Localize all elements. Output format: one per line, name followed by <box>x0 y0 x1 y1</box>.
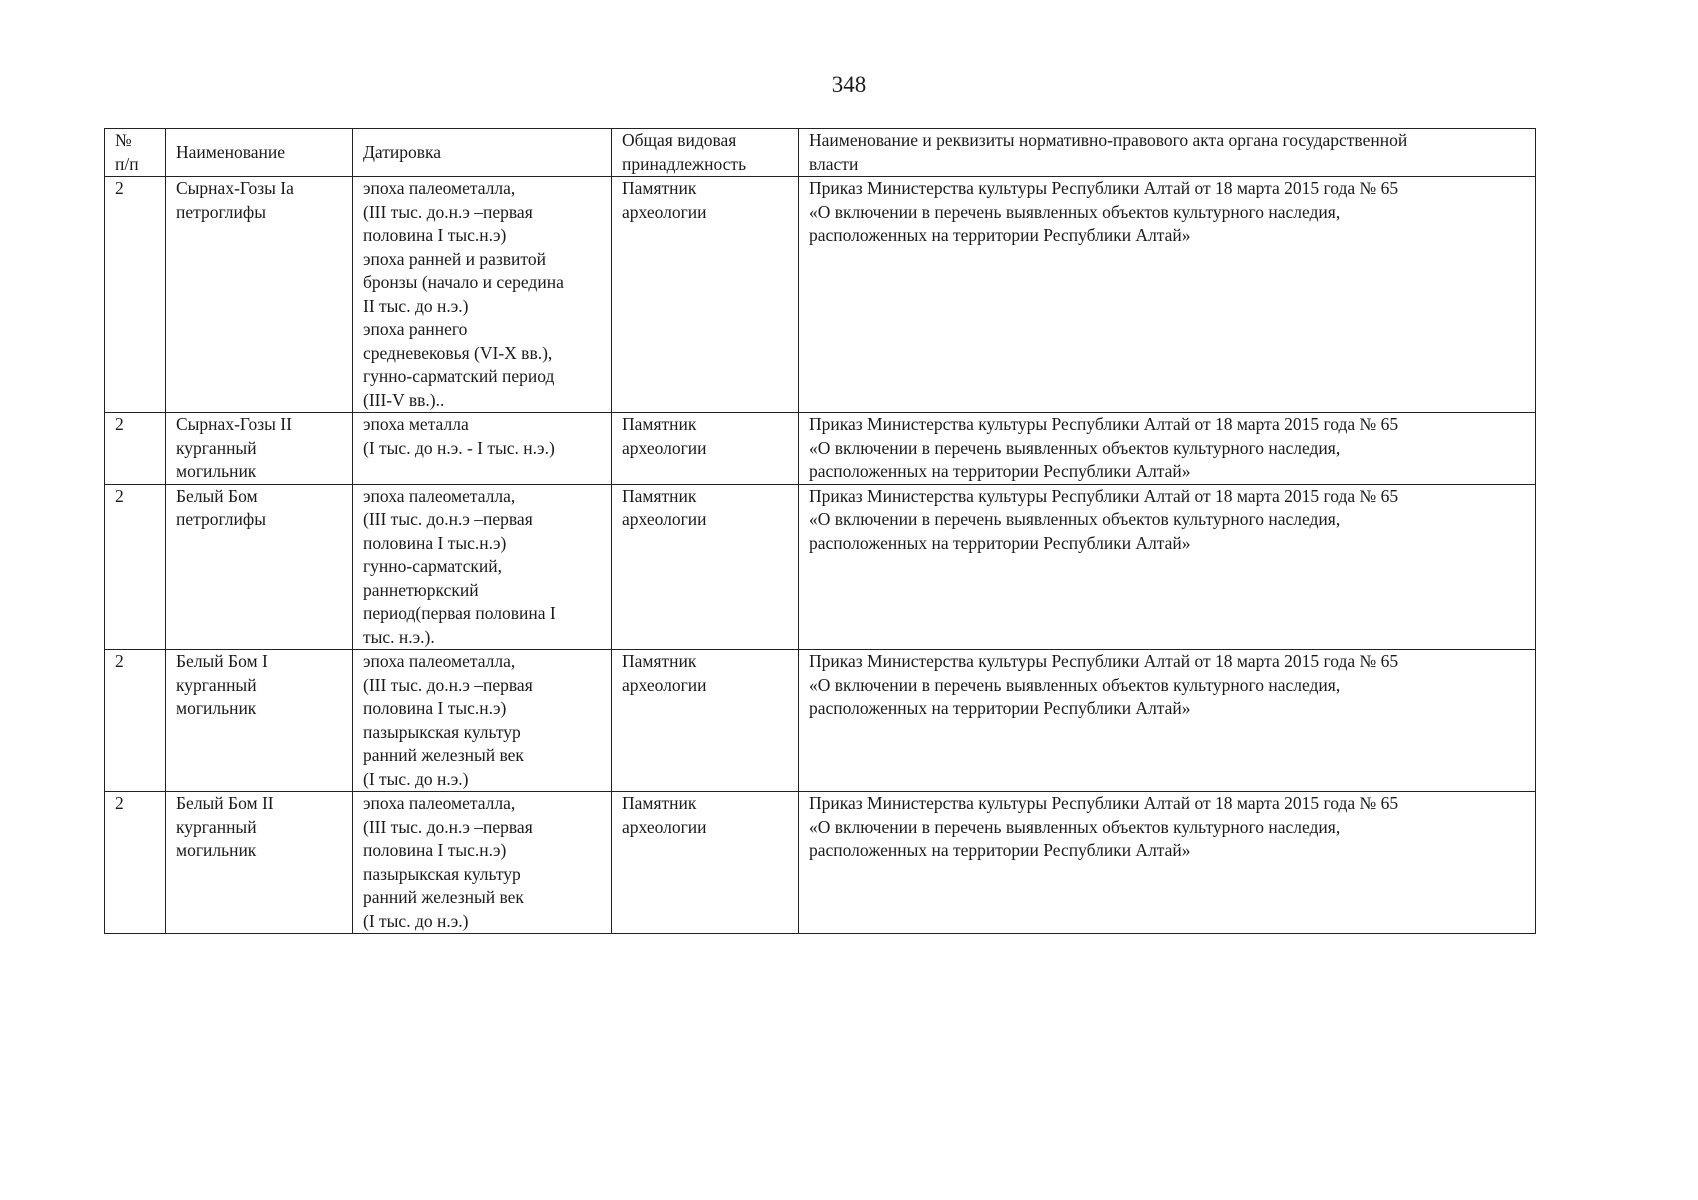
cell-type: Памятник археологии <box>612 413 799 485</box>
cell-type: Памятник археологии <box>612 792 799 934</box>
cell-legal-act: Приказ Министерства культуры Республики Алтай от 18 марта 2015 года № 65 «О включении в перечень выявленных объектов культурного наследия, расположенных на территории Республики Алтай» <box>799 413 1536 485</box>
cell-dating: эпоха палеометалла, (III тыс. до.н.э –первая половина I тыс.н.э) гунно-сарматский, раннетюркский период(первая половина I тыс. н.э.). <box>353 484 612 650</box>
cell-dating: эпоха металла (I тыс. до н.э. - I тыс. н.э.) <box>353 413 612 485</box>
cell-type: Памятник археологии <box>612 484 799 650</box>
cell-name: Белый Бом петроглифы <box>166 484 353 650</box>
cell-legal-act: Приказ Министерства культуры Республики Алтай от 18 марта 2015 года № 65 «О включении в перечень выявленных объектов культурного наследия, расположенных на территории Республики Алтай» <box>799 177 1536 413</box>
cell-type: Памятник археологии <box>612 177 799 413</box>
cell-number: 2 <box>105 792 166 934</box>
cell-dating: эпоха палеометалла, (III тыс. до.н.э –первая половина I тыс.н.э) пазырыкская культур ранний железный век (I тыс. до н.э.) <box>353 792 612 934</box>
header-row <box>105 129 1536 177</box>
cell-number: 2 <box>105 484 166 650</box>
page-number: 348 <box>831 72 867 97</box>
cell-type: Памятник археологии <box>612 650 799 792</box>
header-number: № п/п <box>105 129 166 177</box>
cell-number: 2 <box>105 177 166 413</box>
cell-number: 2 <box>105 650 166 792</box>
cell-name: Белый Бом II курганный могильник <box>166 792 353 934</box>
header-type: Общая видовая принадлежность <box>612 129 799 177</box>
table-body <box>105 177 1536 934</box>
table-row <box>105 650 1536 792</box>
table-row <box>105 484 1536 650</box>
cell-legal-act: Приказ Министерства культуры Республики Алтай от 18 марта 2015 года № 65 «О включении в перечень выявленных объектов культурного наследия, расположенных на территории Республики Алтай» <box>799 792 1536 934</box>
cell-dating: эпоха палеометалла, (III тыс. до.н.э –первая половина I тыс.н.э) эпоха ранней и развитой бронзы (начало и середина II тыс. до н.э.) эпоха раннего средневековья (VI-X вв.), гунно-сарматский период (III-V вв.).. <box>353 177 612 413</box>
header-name: Наименование <box>166 129 353 177</box>
table-row <box>105 413 1536 485</box>
table-row <box>105 792 1536 934</box>
header-legal-act: Наименование и реквизиты нормативно-правового акта органа государственной власти <box>799 129 1536 177</box>
cell-number: 2 <box>105 413 166 485</box>
cell-dating: эпоха палеометалла, (III тыс. до.н.э –первая половина I тыс.н.э) пазырыкская культур ранний железный век (I тыс. до н.э.) <box>353 650 612 792</box>
cell-name: Белый Бом I курганный могильник <box>166 650 353 792</box>
heritage-objects-table <box>104 128 1536 934</box>
cell-legal-act: Приказ Министерства культуры Республики Алтай от 18 марта 2015 года № 65 «О включении в перечень выявленных объектов культурного наследия, расположенных на территории Республики Алтай» <box>799 650 1536 792</box>
header-dating: Датировка <box>353 129 612 177</box>
table-row <box>105 177 1536 413</box>
cell-name: Сырнах-Гозы Iа петроглифы <box>166 177 353 413</box>
table-header <box>105 129 1536 177</box>
cell-name: Сырнах-Гозы II курганный могильник <box>166 413 353 485</box>
cell-legal-act: Приказ Министерства культуры Республики Алтай от 18 марта 2015 года № 65 «О включении в перечень выявленных объектов культурного наследия, расположенных на территории Республики Алтай» <box>799 484 1536 650</box>
